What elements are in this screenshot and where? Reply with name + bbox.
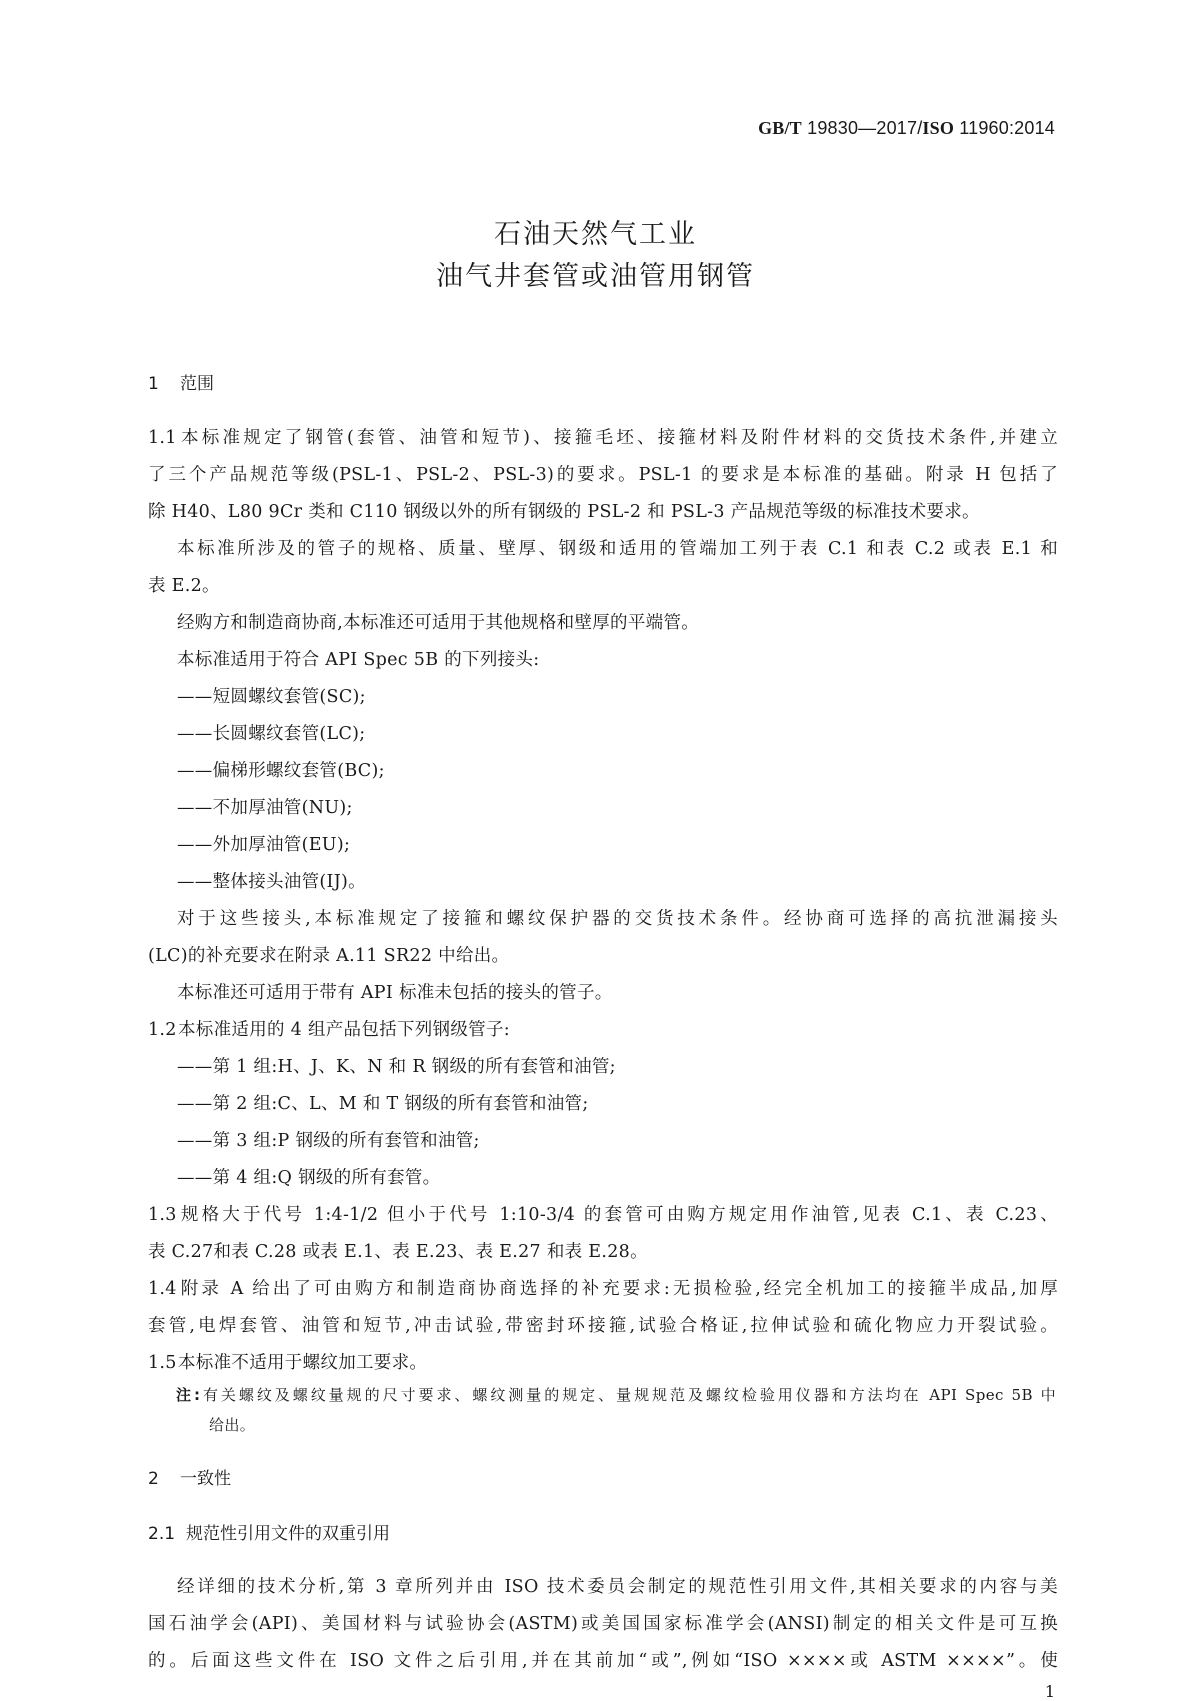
- clause-1-2: [148, 1016, 1058, 1041]
- note-line-2: 给出。: [209, 1416, 256, 1434]
- page-number: 1: [1044, 1682, 1055, 1701]
- section-title: 规范性引用文件的双重引用: [186, 1524, 390, 1544]
- paragraph-5-line-2: (LC)的补充要求在附录 A.11 SR22 中给出。: [148, 946, 510, 966]
- clause-1-1-line-3: 除 H40、L80 9Cr 类和 C110 钢级以外的所有钢级的 PSL-2 和 PSL-3 产品规范等级的标准技术要求。: [148, 502, 980, 522]
- paragraph-2-1-line-1: 经详细的技术分析,第 3 章所列并由 ISO 技术委员会制定的规范性引用文件,其相关要求的内容与美: [177, 1577, 1058, 1597]
- section-number: 1: [148, 374, 159, 394]
- text: 本标准适用的 4 组产品包括下列钢级管子:: [178, 1020, 510, 1040]
- paragraph-2-1-line-2: 国石油学会(API)、美国材料与试验协会(ASTM)或美国国家标准学会(ANSI)制定的相关文件是可互换: [148, 1614, 1058, 1634]
- section-title: 范围: [180, 374, 214, 394]
- paragraph-6: 本标准还可适用于带有 API 标准未包括的接头的管子。: [177, 983, 613, 1003]
- text: 附录 A 给出了可由购方和制造商协商选择的补充要求:无损检验,经完全机加工的接箍半成品,加厚: [178, 1279, 1058, 1299]
- connection-item: ——整体接头油管(IJ)。: [177, 872, 366, 892]
- clause-number: 1.3: [148, 1205, 177, 1225]
- connection-item: ——短圆螺纹套管(SC);: [177, 687, 366, 707]
- paragraph-2-1-line-3: 的。后面这些文件在 ISO 文件之后引用,并在其前加“或”,例如“ISO ××××或 ASTM ××××”。使: [148, 1651, 1058, 1671]
- group-item: ——第 1 组:H、J、K、N 和 R 钢级的所有套管和油管;: [177, 1057, 616, 1077]
- connection-item: ——长圆螺纹套管(LC);: [177, 724, 366, 744]
- group-item: ——第 3 组:P 钢级的所有套管和油管;: [177, 1131, 480, 1151]
- section-number: 2.1: [148, 1524, 176, 1544]
- clause-1-5: [148, 1349, 1058, 1374]
- section-title: 一致性: [180, 1469, 231, 1489]
- connection-item: ——不加厚油管(NU);: [177, 798, 353, 818]
- clause-number: 1.4: [148, 1279, 177, 1299]
- document-title-line-1: 石油天然气工业: [494, 219, 697, 250]
- paragraph-4: 本标准适用于符合 API Spec 5B 的下列接头:: [177, 650, 540, 670]
- paragraph-2-line-2: 表 E.2。: [148, 576, 220, 596]
- section-heading-1: [148, 369, 214, 394]
- header-iso-number: 11960:2014: [954, 118, 1055, 138]
- section-heading-2: [148, 1464, 231, 1489]
- section-heading-2-1: [148, 1519, 390, 1544]
- note-label: 注:: [176, 1386, 201, 1404]
- note-text: 有关螺纹及螺纹量规的尺寸要求、螺纹测量的规定、量规规范及螺纹检验用仪器和方法均在 API Spec 5B 中: [200, 1386, 1056, 1404]
- text: 本标准规定了钢管(套管、油管和短节)、接箍毛坯、接箍材料及附件材料的交货技术条件,并建立: [178, 428, 1058, 448]
- connection-item: ——外加厚油管(EU);: [177, 835, 351, 855]
- connection-item: ——偏梯形螺纹套管(BC);: [177, 761, 385, 781]
- clause-1-3-line-2: 表 C.27和表 C.28 或表 E.1、表 E.23、表 E.27 和表 E.28。: [148, 1242, 648, 1262]
- clause-number: 1.2: [148, 1020, 177, 1040]
- group-item: ——第 4 组:Q 钢级的所有套管。: [177, 1168, 441, 1188]
- header-gb-number: 19830—2017/: [801, 118, 923, 138]
- clause-1-1-line-1: [148, 424, 1058, 449]
- text: 本标准不适用于螺纹加工要求。: [178, 1353, 428, 1373]
- section-number: 2: [148, 1469, 159, 1489]
- clause-number: 1.5: [148, 1353, 177, 1373]
- note-line-1: [176, 1384, 1056, 1405]
- clause-number: 1.1: [148, 428, 177, 448]
- header-gbt: GB/T: [758, 118, 802, 138]
- clause-1-3-line-1: [148, 1201, 1058, 1226]
- standard-number-header: [758, 118, 1055, 139]
- group-item: ——第 2 组:C、L、M 和 T 钢级的所有套管和油管;: [177, 1094, 589, 1114]
- document-title-line-2: 油气井套管或油管用钢管: [436, 261, 755, 292]
- clause-1-1-line-2: 了三个产品规范等级(PSL-1、PSL-2、PSL-3)的要求。PSL-1 的要求是本标准的基础。附录 H 包括了: [148, 465, 1058, 485]
- paragraph-3: 经购方和制造商协商,本标准还可适用于其他规格和壁厚的平端管。: [177, 613, 700, 633]
- clause-1-4-line-1: [148, 1275, 1058, 1300]
- header-iso: ISO: [922, 118, 955, 138]
- text: 规格大于代号 1:4-1/2 但小于代号 1:10-3/4 的套管可由购方规定用作油管,见表 C.1、表 C.23、: [178, 1205, 1058, 1225]
- paragraph-2-line-1: 本标准所涉及的管子的规格、质量、壁厚、钢级和适用的管端加工列于表 C.1 和表 C.2 或表 E.1 和: [177, 539, 1058, 559]
- paragraph-5-line-1: 对于这些接头,本标准规定了接箍和螺纹保护器的交货技术条件。经协商可选择的高抗泄漏接头: [177, 909, 1058, 929]
- clause-1-4-line-2: 套管,电焊套管、油管和短节,冲击试验,带密封环接箍,试验合格证,拉伸试验和硫化物应力开裂试验。: [148, 1316, 1058, 1336]
